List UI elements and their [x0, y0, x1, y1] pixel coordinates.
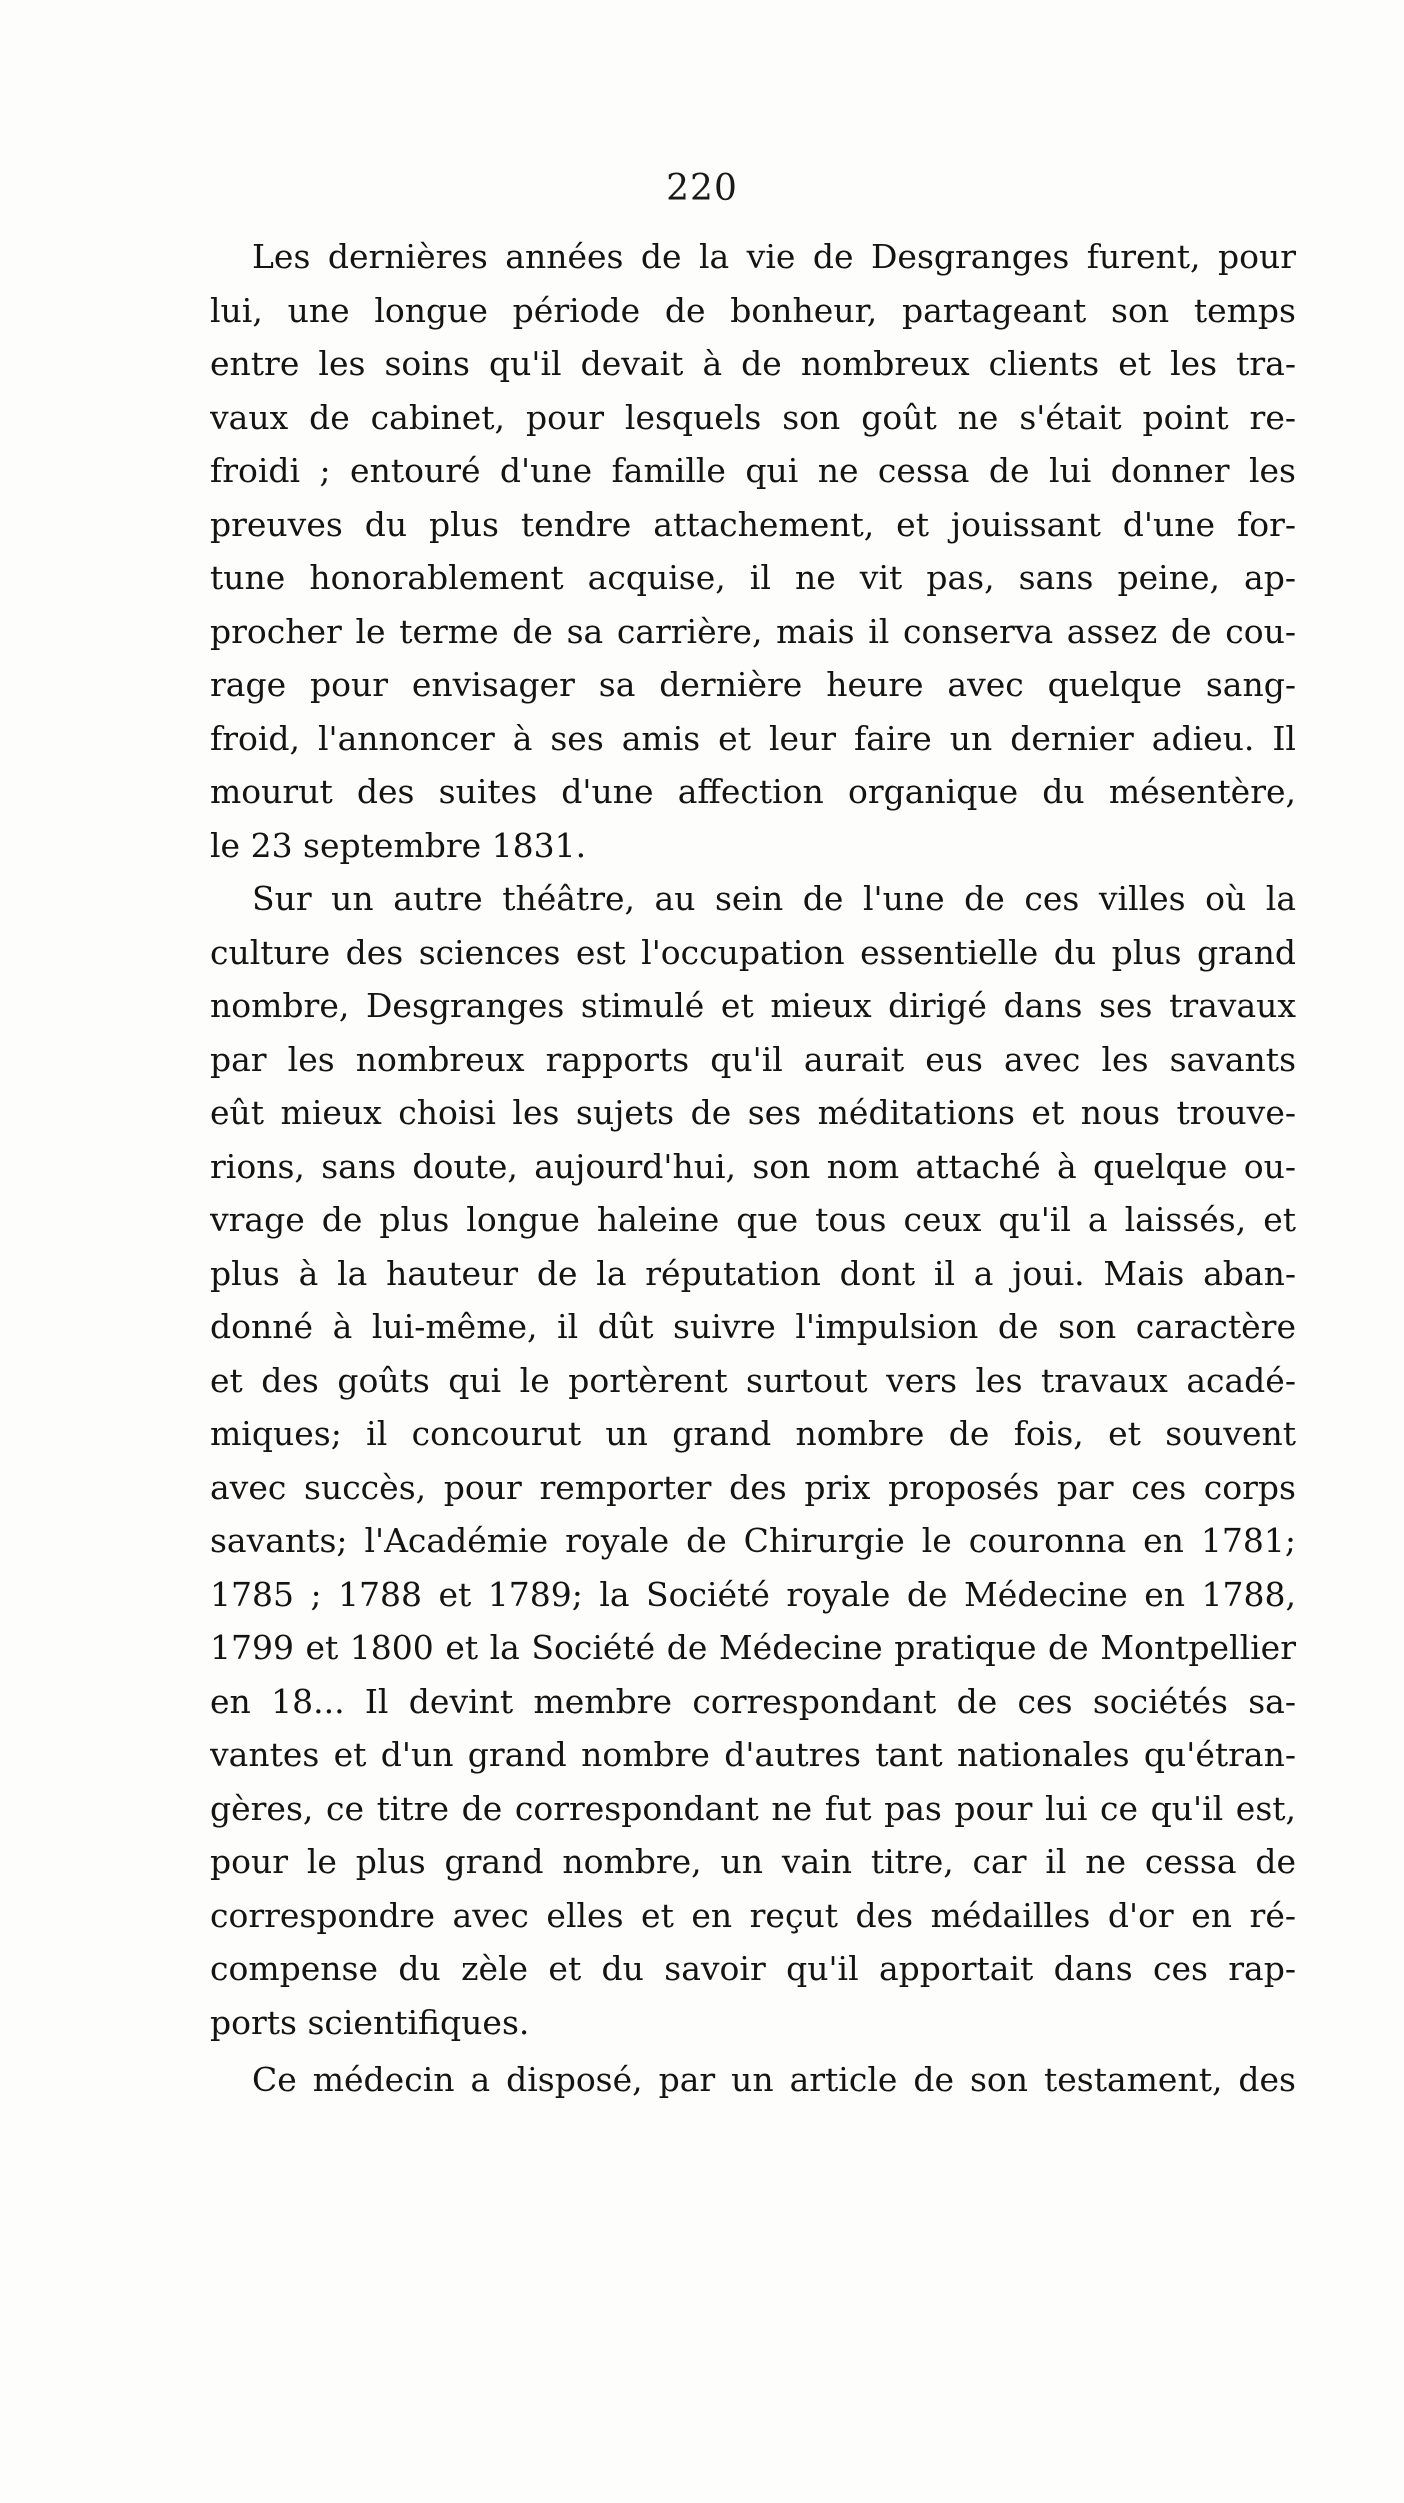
text-line: plus à la hauteur de la réputation dont il a joui. Mais aban-: [210, 1253, 1296, 1293]
text-line: pour le plus grand nombre, un vain titre, car il ne cessa de: [210, 1842, 1296, 1881]
body-text: [210, 230, 1296, 2107]
text-line: Ce médecin a disposé, par un article de son testament, des: [252, 2060, 1296, 2099]
text-line: preuves du plus tendre attachement, et jouissant d'une for-: [210, 504, 1296, 544]
text-line: gères, ce titre de correspondant ne fut pas pour lui ce qu'il est,: [210, 1788, 1296, 1828]
text-line: vrage de plus longue haleine que tous ceux qu'il a laissés, et: [210, 1200, 1296, 1239]
text-line: 1785 ; 1788 et 1789; la Société royale de Médecine en 1788,: [210, 1574, 1296, 1614]
text-line: Les dernières années de la vie de Desgranges furent, pour: [252, 237, 1296, 276]
text-line: en 18... Il devint membre correspondant de ces sociétés sa-: [210, 1681, 1296, 1721]
text-line: compense du zèle et du savoir qu'il apportait dans ces rap-: [210, 1949, 1296, 1988]
text-line: entre les soins qu'il devait à de nombreux clients et les tra-: [210, 344, 1296, 383]
text-line: miques; il concourut un grand nombre de fois, et souvent: [210, 1414, 1296, 1453]
text-line: tune honorablement acquise, il ne vit pas, sans peine, ap-: [210, 558, 1296, 597]
text-line: froidi ; entouré d'une famille qui ne cessa de lui donner les: [210, 451, 1296, 490]
text-line: culture des sciences est l'occupation essentielle du plus grand: [210, 932, 1296, 972]
text-line: rions, sans doute, aujourd'hui, son nom attaché à quelque ou-: [210, 1146, 1296, 1186]
text-line: froid, l'annoncer à ses amis et leur faire un dernier adieu. Il: [210, 718, 1296, 758]
text-line: mourut des suites d'une affection organique du mésentère,: [210, 772, 1296, 811]
text-line: vaux de cabinet, pour lesquels son goût ne s'était point re-: [210, 397, 1296, 437]
paragraph-2: [210, 872, 1296, 2049]
text-line: correspondre avec elles et en reçut des médailles d'or en ré-: [210, 1895, 1296, 1935]
text-line: Sur un autre théâtre, au sein de l'une de ces villes où la: [252, 879, 1296, 918]
text-line: le 23 septembre 1831.: [210, 825, 587, 865]
text-line: 1799 et 1800 et la Société de Médecine pratique de Montpellier: [210, 1628, 1296, 1667]
text-line: lui, une longue période de bonheur, partageant son temps: [210, 290, 1296, 330]
text-line: avec succès, pour remporter des prix proposés par ces corps: [210, 1467, 1296, 1507]
paragraph-1: [210, 230, 1296, 872]
text-line: et des goûts qui le portèrent surtout vers les travaux acadé-: [210, 1360, 1296, 1400]
text-line: procher le terme de sa carrière, mais il conserva assez de cou-: [210, 611, 1296, 651]
text-line: par les nombreux rapports qu'il aurait eus avec les savants: [210, 1039, 1296, 1079]
page-number: 220: [666, 168, 738, 209]
text-line: savants; l'Académie royale de Chirurgie le couronna en 1781;: [210, 1521, 1296, 1560]
text-line: ports scientifiques.: [210, 2002, 530, 2042]
text-line: nombre, Desgranges stimulé et mieux dirigé dans ses travaux: [210, 986, 1296, 1025]
text-line: vantes et d'un grand nombre d'autres tant nationales qu'étran-: [210, 1735, 1296, 1774]
text-line: eût mieux choisi les sujets de ses méditations et nous trouve-: [210, 1093, 1296, 1132]
text-line: rage pour envisager sa dernière heure avec quelque sang-: [210, 665, 1296, 704]
text-line: donné à lui-même, il dût suivre l'impulsion de son caractère: [210, 1307, 1296, 1346]
paragraph-3: [210, 2053, 1296, 2107]
